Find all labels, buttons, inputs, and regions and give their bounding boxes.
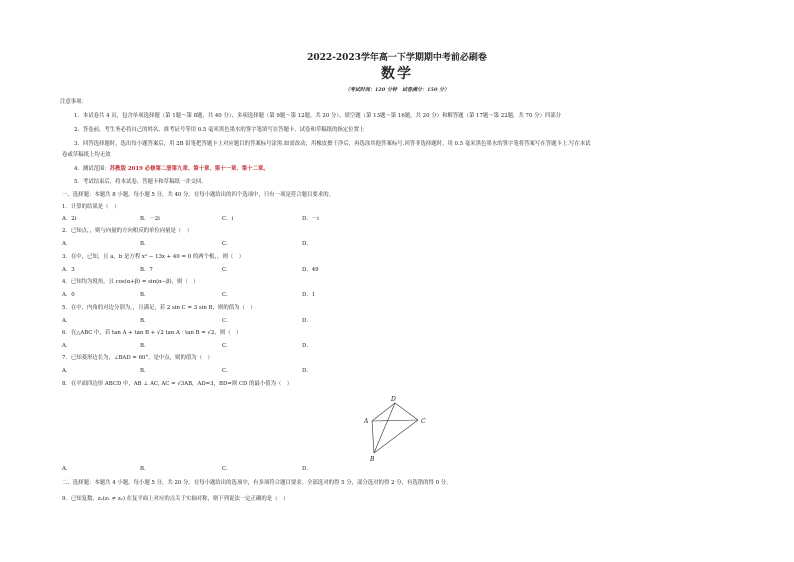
q9-stem: 9．已知复数，z₂(z₁ ≠ z₂) 在复平面上对应的点关于实轴对称，则下列说法一定正确的是（ ）	[62, 496, 289, 502]
edge-ac	[372, 420, 418, 421]
label-d: D	[391, 396, 396, 403]
q4-stem: 4．已知均为锐角，且 cos(α+β) = sin(α−β)，则（ ）	[62, 279, 199, 285]
label-c: C	[421, 418, 426, 425]
note-1: 1．本试卷共 4 页，包含单项选择题（第 1题～第 8题，共 40 分）、多项选择题（第 9题～第 12题，共 20 分）、填空题（第 13题～第 16题，共 20 分）和解答题（第 17题～第 22题，共 70 分）四部分	[74, 113, 562, 119]
q2-option-d: D．	[302, 241, 312, 247]
note-4	[74, 166, 269, 173]
q4-option-b: B．	[140, 292, 150, 298]
q6-stem: 6．在△ABC 中，若 tan A + tan B + √2 tan A · tan B = √2，则（ ）	[62, 330, 242, 336]
q7-option-d: D．	[302, 368, 312, 374]
q3-option-d: D．49	[302, 267, 319, 273]
q4-option-c: C．	[222, 292, 232, 298]
q7-option-b: B．	[140, 368, 150, 374]
q5-option-b: B．	[140, 318, 150, 324]
label-b: B	[370, 456, 375, 463]
q4-option-a: A．0	[62, 292, 75, 298]
exam-title: 2022-2023学年高一下学期期中考前必刷卷	[307, 53, 487, 63]
q8-option-d: D．	[302, 466, 312, 472]
q5-stem: 5．在中，内角的对边分别为，，且满足，若 2 sin C = 3 sin B，则的值为（ ）	[62, 305, 256, 311]
q7-stem: 7．已知菱形边长为，∠BAD = 60°，是中点，则的值为（ ）	[62, 355, 213, 361]
edge-ad	[372, 403, 395, 421]
quadrilateral-figure	[362, 395, 434, 463]
q7-option-a: A．	[62, 368, 72, 374]
note-3: 3．回答选择题时，选出每小题答案后，用 2B 铅笔把答题卡上对应题目的答案标号涂黑.如需改动，用橡皮擦干净后，再选涂其他答案标号.回答非选择题时，用 0.5 毫米黑色墨水的签字笔将答案写在答题卡上.写在本试	[74, 141, 591, 147]
q3-option-c: C．	[222, 267, 232, 273]
q1-option-b: B．－2i	[140, 216, 160, 222]
q3-stem: 3．在中，已知，且 a，b 是方程 x² − 13x + 40 = 0 的两个根，，则（ ）	[62, 254, 245, 260]
q8-option-b: B．	[140, 466, 150, 472]
edge-ab	[372, 421, 374, 453]
q1-option-c: C．i	[222, 216, 234, 222]
section-2-heading: 二、选择题：本题共 4 小题，每小题 5 分，共 20 分。在每小题给出的选项中，有多项符合题目要求。全部选对的得 5 分，部分选对的得 2 分，有选错的得 0 分。	[62, 480, 452, 486]
q5-option-c: C．	[222, 318, 232, 324]
q7-option-c: C．	[222, 368, 232, 374]
subject-title: 数学	[381, 66, 413, 82]
q2-stem: 2．已知点，，则与向量的方向相反的单位向量是（ ）	[62, 228, 193, 234]
note-5: 5．考试结束后，将本试卷、答题卡和草稿纸一并交回.	[74, 179, 204, 185]
q8-option-a: A．	[62, 466, 72, 472]
q6-option-d: D．	[302, 343, 312, 349]
notes-heading: 注意事项：	[60, 99, 87, 105]
note-3-cont: 卷或草稿纸上均无效	[62, 152, 111, 158]
q6-option-c: C．	[222, 343, 232, 349]
note-4-prefix: 4．测试范围：	[74, 166, 110, 172]
q3-option-b: B．7	[140, 267, 153, 273]
q3-option-a: A．3	[62, 267, 75, 273]
q5-option-d: D．	[302, 318, 312, 324]
exam-meta: （考试时间：120 分钟 试卷满分：150 分）	[344, 87, 450, 93]
q1-stem: 1．计算的结果是（ ）	[62, 204, 120, 210]
label-a: A	[364, 418, 369, 425]
q4-option-d: D．1	[302, 292, 316, 298]
q6-option-b: B．	[140, 343, 150, 349]
section-1-heading: 一、选择题：本题共 8 小题，每小题 5 分，共 40 分。在每小题给出的四个选项中，只有一项是符合题目要求的。	[62, 192, 334, 198]
q1-option-a: A．2i	[62, 216, 77, 222]
q2-option-c: C．	[222, 241, 232, 247]
edge-bc	[374, 420, 418, 453]
note-2: 2．答卷前，考生务必将自己的姓名、准考证号等用 0.5 毫米黑色墨水的签字笔填写在答题卡、试卷和草稿纸的指定位置上	[74, 127, 365, 133]
q6-option-a: A．	[62, 343, 72, 349]
q1-option-d: D．－i	[302, 216, 319, 222]
q5-option-a: A．	[62, 318, 72, 324]
q8-stem: 8．在平面四边形 ABCD 中，AB ⊥ AC, AC = √3AB，AD=3，BD=则 CD 的最小值为（ ）	[62, 381, 293, 387]
q2-option-a: A．	[62, 241, 72, 247]
edge-dc	[395, 403, 418, 420]
q8-option-c: C．	[222, 466, 232, 472]
q2-option-b: B．	[140, 241, 150, 247]
test-range: 苏教版 2019 必修第二册第九章、第十章、第十一章、第十二章。	[109, 166, 269, 172]
